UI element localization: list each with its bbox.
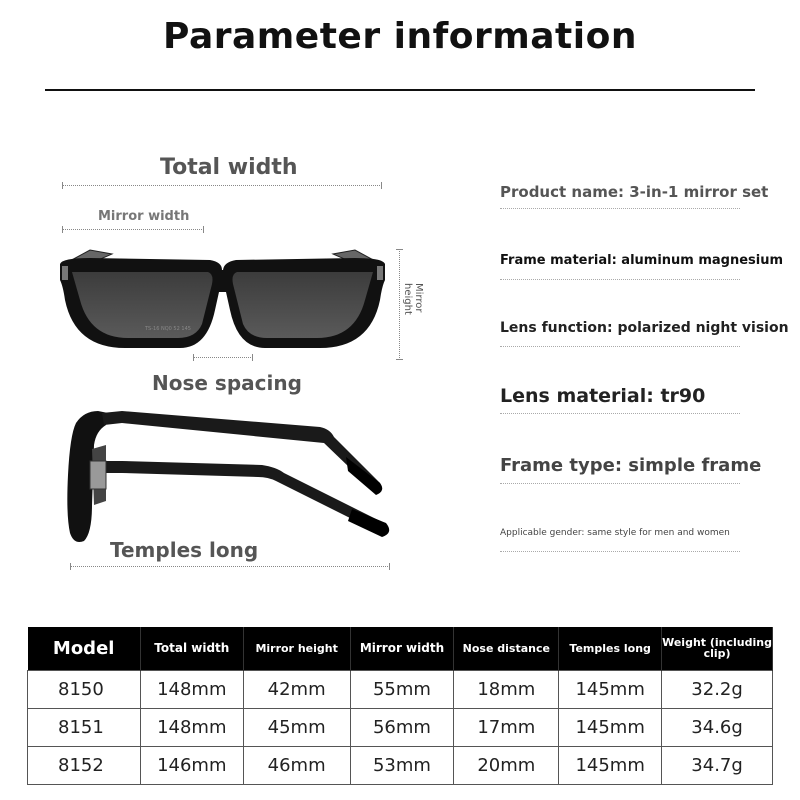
- tick: [252, 354, 253, 361]
- cell-mirror-height: 46mm: [243, 746, 350, 784]
- temples-long-label: Temples long: [110, 538, 259, 562]
- spec-divider: [500, 346, 740, 347]
- cell-mirror-width: 55mm: [350, 670, 454, 708]
- cell-total-width: 146mm: [140, 746, 243, 784]
- temples-long-line: [70, 566, 390, 567]
- table-row: [28, 708, 773, 746]
- cell-temples-long: 145mm: [559, 670, 662, 708]
- tick: [396, 249, 403, 250]
- mirror-height-line: [399, 249, 400, 360]
- spec-frame-material: Frame material: aluminum magnesium: [500, 253, 784, 268]
- title-divider: [45, 89, 755, 91]
- parameter-table: [27, 627, 773, 785]
- header-weight: Weight (including clip): [662, 627, 773, 670]
- header-temples-long: Temples long: [559, 627, 662, 670]
- tick: [62, 182, 63, 189]
- mirror-width-line: [62, 229, 204, 230]
- page-title: Parameter information: [163, 16, 637, 57]
- cell-total-width: 148mm: [140, 670, 243, 708]
- cell-temples-long: 145mm: [559, 746, 662, 784]
- spec-divider: [500, 279, 740, 280]
- tick: [62, 226, 63, 233]
- cell-mirror-height: 45mm: [243, 708, 350, 746]
- cell-mirror-height: 42mm: [243, 670, 350, 708]
- spec-frame-type: Frame type: simple frame: [500, 455, 762, 476]
- tick: [396, 359, 403, 360]
- spec-product-name: Product name: 3-in-1 mirror set: [500, 183, 769, 201]
- cell-weight: 34.7g: [662, 746, 773, 784]
- table-header-row: [28, 627, 773, 670]
- header-mirror-height: Mirror height: [243, 627, 350, 670]
- cell-weight: 32.2g: [662, 670, 773, 708]
- table-row: [28, 746, 773, 784]
- cell-nose-distance: 17mm: [454, 708, 559, 746]
- total-width-label: Total width: [160, 155, 298, 180]
- total-width-line: [62, 185, 382, 186]
- cell-total-width: 148mm: [140, 708, 243, 746]
- header-total-width: Total width: [140, 627, 243, 670]
- spec-lens-function: Lens function: polarized night vision: [500, 320, 789, 336]
- glasses-front-illustration: [50, 240, 395, 360]
- cell-weight: 34.6g: [662, 708, 773, 746]
- spec-divider: [500, 413, 740, 414]
- cell-nose-distance: 20mm: [454, 746, 559, 784]
- tick: [193, 354, 194, 361]
- lens-print: TS-16 NQ0 52 145: [145, 326, 191, 332]
- tick: [203, 226, 204, 233]
- table-row: [28, 670, 773, 708]
- cell-model: 8151: [28, 708, 141, 746]
- tick: [70, 563, 71, 570]
- cell-mirror-width: 56mm: [350, 708, 454, 746]
- spec-divider: [500, 208, 740, 209]
- mirror-width-label: Mirror width: [98, 209, 190, 224]
- glasses-side-illustration: [62, 405, 397, 550]
- cell-model: 8152: [28, 746, 141, 784]
- cell-nose-distance: 18mm: [454, 670, 559, 708]
- spec-applicable-gender: Applicable gender: same style for men and women: [500, 528, 730, 538]
- header-model: Model: [28, 627, 141, 670]
- cell-mirror-width: 53mm: [350, 746, 454, 784]
- spec-divider: [500, 483, 740, 484]
- mirror-height-label: Mirror height: [402, 283, 424, 315]
- tick: [389, 563, 390, 570]
- spec-lens-material: Lens material: tr90: [500, 385, 706, 407]
- nose-spacing-label: Nose spacing: [152, 371, 302, 395]
- header-mirror-width: Mirror width: [350, 627, 454, 670]
- header-nose-distance: Nose distance: [454, 627, 559, 670]
- tick: [381, 182, 382, 189]
- cell-temples-long: 145mm: [559, 708, 662, 746]
- nose-spacing-line: [193, 357, 253, 358]
- cell-model: 8150: [28, 670, 141, 708]
- spec-divider: [500, 551, 740, 552]
